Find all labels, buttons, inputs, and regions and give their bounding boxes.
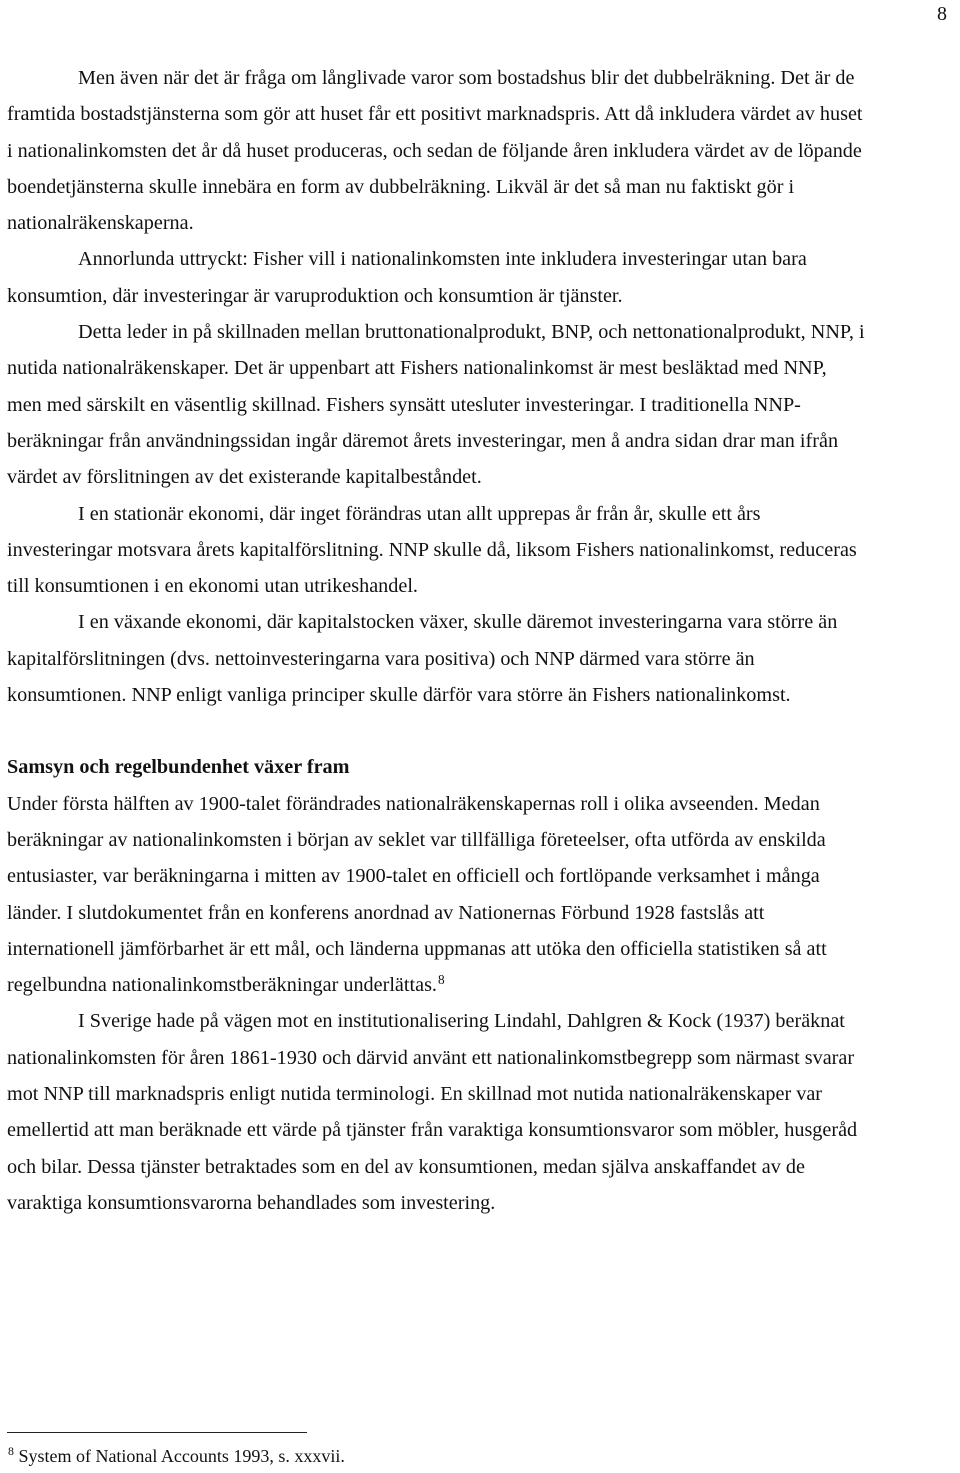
section-heading: Samsyn och regelbundenhet växer fram (7, 756, 350, 779)
page-number: 8 (937, 3, 947, 25)
paragraph-first-half-1900s (7, 786, 865, 1004)
paragraph-fisher-consumption: Annorlunda uttryckt: Fisher vill i nationalinkomsten inte inkludera investeringar utan bara konsumtion, där investeringar är varuproduktion och konsumtion är tjänster. (7, 248, 807, 307)
paragraph-bnp-nnp: Detta leder in på skillnaden mellan bruttonationalprodukt, BNP, och nettonationalprodukt, NNP, i nutida nationalräkenskaper. Det är uppenbart att Fishers nationalinkomst är mest besläktad med NNP, men med särskilt en väsentlig skillnad. Fishers synsätt utesluter investeringar. I traditionella NNP-beräkningar från användningssidan ingår däremot årets investeringar, men å andra sidan drar man ifrån värdet av förslitningen av det existerande kapitalbeståndet. (7, 321, 865, 489)
footnote (7, 1444, 345, 1468)
footnote-marker: 8 (8, 1444, 14, 1459)
footnote-text: System of National Accounts 1993, s. xxxvii. (18, 1446, 345, 1466)
footnote-divider (7, 1432, 307, 1433)
footnote-reference: 8 (437, 971, 445, 987)
paragraph-sweden: I Sverige hade på vägen mot en institutionalisering Lindahl, Dahlgren & Kock (1937) beräknat nationalinkomsten för åren 1861-1930 och därvid använt ett nationalinkomstbegrepp som närmast svarar mot NNP till marknadspris enligt nutida terminologi. En skillnad mot nutida nationalräkenskaper var emellertid att man beräknade ett värde på tjänster från varaktiga konsumtionsvaror som möbler, husgeråd och bilar. Dessa tjänster betraktades som en del av konsumtionen, medan själva anskaffandet av de varaktiga konsumtionsvarorna behandlades som investering. (7, 1010, 858, 1214)
body-text (7, 60, 865, 1221)
paragraph-growing-economy: I en växande ekonomi, där kapitalstocken växer, skulle däremot investeringarna vara större än kapitalförslitningen (dvs. nettoinvesteringarna vara positiva) och NNP därmed vara större än konsumtionen. NNP enligt vanliga principer skulle därför vara större än Fishers nationalinkomst. (7, 611, 838, 707)
paragraph-stationary-economy: I en stationär ekonomi, där inget förändras utan allt upprepas år från år, skulle ett års investeringar motsvara årets kapitalförslitning. NNP skulle då, liksom Fishers nationalinkomst, reduceras till konsumtionen i en ekonomi utan utrikeshandel. (7, 502, 857, 598)
paragraph-first-half-1900s-text: Under första hälften av 1900-talet förändrades nationalräkenskapernas roll i olika avseenden. Medan beräkningar av nationalinkomsten i början av seklet var tillfälliga företeelser, ofta utförda av enskilda entusiaster, var beräkningarna i mitten av 1900-talet en officiell och fortlöpande verksamhet i många länder. I slutdokumentet från en konferens anordnad av Nationernas Förbund 1928 fastslås att internationell jämförbarhet är ett mål, och länderna uppmanas att utöka den officiella statistiken så att regelbundna nationalinkomstberäkningar underlättas. (7, 792, 827, 997)
paragraph-long-lived-goods: Men även när det är fråga om långlivade varor som bostadshus blir det dubbelräkning. Det är de framtida bostadstjänsterna som gör att huset får ett positivt marknadspris. Att då inkludera värdet av huset i nationalinkomsten det år då huset produceras, och sedan de följande åren inkludera värdet av de löpande boendetjänsterna skulle innebära en form av dubbelräkning. Likväl är det så man nu faktiskt gör i nationalräkenskaperna. (7, 67, 863, 235)
